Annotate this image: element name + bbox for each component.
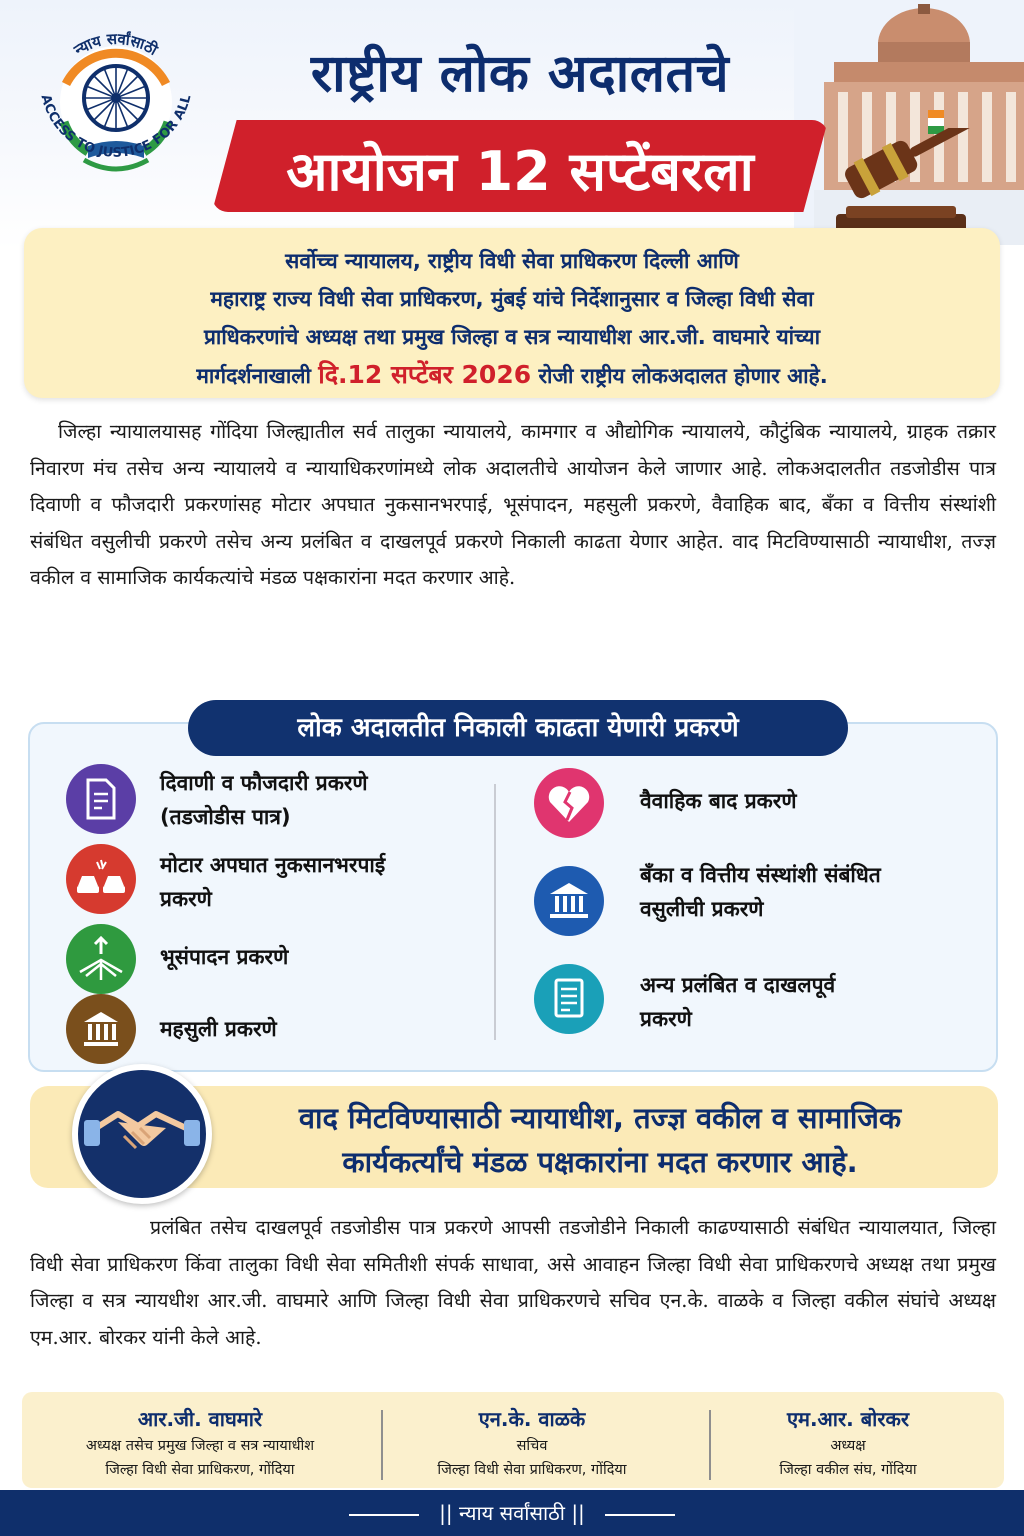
signatory-org: जिल्हा विधी सेवा प्राधिकरण, गोंदिया xyxy=(105,1462,295,1478)
footer-motto: || न्याय सर्वांसाठी || xyxy=(439,1501,585,1525)
cases-heading: लोक अदालतीत निकाली काढता येणारी प्रकरणे xyxy=(188,700,848,756)
event-date: दि.12 सप्टेंबर 2026 xyxy=(318,360,532,389)
case-item-civil-criminal xyxy=(66,764,486,844)
case-item-motor-accident xyxy=(66,844,486,924)
signatory-1 xyxy=(36,1404,364,1482)
case-label-sub: प्रकरणे xyxy=(160,887,212,911)
gavel-icon xyxy=(826,128,986,238)
footer-rule-right xyxy=(605,1514,675,1516)
intro-box xyxy=(24,228,1000,398)
signatory-org: जिल्हा वकील संघ, गोंदिया xyxy=(779,1462,917,1478)
support-banner-line-1: वाद मिटविण्यासाठी न्यायाधीश, तज्ज्ञ वकील व सामाजिक xyxy=(298,1101,902,1135)
bank-icon xyxy=(534,866,604,936)
case-label-sub: वसुलीची प्रकरणे xyxy=(640,897,764,921)
signatory-name: आर.जी. वाघमारे xyxy=(137,1407,263,1431)
handshake-icon xyxy=(72,1064,212,1204)
case-item-revenue xyxy=(66,994,486,1074)
footer-rule-left xyxy=(349,1514,419,1516)
form-icon xyxy=(534,964,604,1034)
case-label-sub: (तडजोडीस पात्र) xyxy=(160,805,291,829)
broken-heart-icon xyxy=(534,768,604,838)
intro-line-4 xyxy=(48,356,976,395)
appeal-paragraph: प्रलंबित तसेच दाखलपूर्व तडजोडीस पात्र प्रकरणे आपसी तडजोडीने निकाली काढण्यासाठी संबंधित न्यायालयात, जिल्हा विधी सेवा प्राधिकरण किंवा तालुका विधी सेवा समितीशी संपर्क साधावा, असे आवाहन जिल्हा विधी सेवा प्राधिकरणचे अध्यक्ष तथा प्रमुख जिल्हा व सत्र न्यायधीश आर.जी. वाघमारे आणि जिल्हा विधी सेवा प्राधिकरणचे सचिव एन.के. वाळके व जिल्हा वकील संघांचे अध्यक्ष एम.आर. बोरकर यांनी केले आहे. xyxy=(30,1216,996,1349)
description-paragraph: जिल्हा न्यायालयासह गोंदिया जिल्ह्यातील सर्व तालुका न्यायालये, कामगार व औद्योगिक न्यायालये, कौटुंबिक न्यायालये, ग्राहक तक्रार निवारण मंच तसेच अन्य न्यायालये व न्यायाधिकरणांमध्ये लोक अदालतीचे आयोजन केले जाणार आहे. लोकअदालतीत तडजोडीस पात्र दिवाणी व फौजदारी प्रकरणांसह मोटार अपघात नुकसानभरपाई, भूसंपादन, महसुली प्रकरणे, वैवाहिक बाद, बँका व वित्तीय संस्थांशी संबंधित वसुलीची प्रकरणे तसेच अन्य प्रलंबित व दाखलपूर्व प्रकरणे निकाली काढता येणार आहेत. वाद मिटविण्यासाठी न्यायाधीश, तज्ज्ञ वकील व सामाजिक कार्यकत्यांचे मंडळ पक्षकारांना मदत करणार आहे. xyxy=(30,420,996,589)
case-label-sub: प्रकरणे xyxy=(640,1007,692,1031)
case-item-matrimonial xyxy=(534,768,974,848)
signatory-3 xyxy=(684,1404,1012,1482)
case-label: दिवाणी व फौजदारी प्रकरणे xyxy=(160,771,368,795)
case-label: महसुली प्रकरणे xyxy=(160,1017,277,1041)
land-icon xyxy=(66,924,136,994)
signatory-name: एन.के. वाळके xyxy=(478,1407,586,1431)
case-label: वैवाहिक बाद प्रकरणे xyxy=(640,789,797,813)
case-label: मोटार अपघात नुकसानभरपाई xyxy=(160,853,386,877)
intro-line-4-pre: मार्गदर्शनाखाली xyxy=(196,364,311,388)
signatory-role: अध्यक्ष xyxy=(830,1438,866,1454)
case-label: अन्य प्रलंबित व दाखलपूर्व xyxy=(640,973,836,997)
signatory-name: एम.आर. बोरकर xyxy=(786,1407,910,1431)
intro-line-3: प्राधिकरणांचे अध्यक्ष तथा प्रमुख जिल्हा व सत्र न्यायाधीश आर.जी. वाघमारे यांच्या xyxy=(203,325,821,349)
document-icon xyxy=(66,764,136,834)
case-item-bank-recovery xyxy=(534,863,974,946)
signatory-role: अध्यक्ष तसेच प्रमुख जिल्हा व सत्र न्यायाधीश xyxy=(85,1438,315,1454)
case-label: भूसंपादन प्रकरणे xyxy=(160,945,289,969)
cases-divider xyxy=(494,784,496,1040)
intro-line-2: महाराष्ट्र राज्य विधी सेवा प्राधिकरण, मुंबई यांचे निर्देशानुसार व जिल्हा विधी सेवा xyxy=(210,287,814,311)
intro-line-4-post: रोजी राष्ट्रीय लोकअदालत होणार आहे. xyxy=(538,364,828,388)
case-item-land-acquisition xyxy=(66,924,486,1004)
revenue-building-icon xyxy=(66,994,136,1064)
case-item-other-pending xyxy=(534,964,974,1044)
intro-line-1: सर्वोच्च न्यायालय, राष्ट्रीय विधी सेवा प्राधिकरण दिल्ली आणि xyxy=(285,249,739,273)
signatory-role: सचिव xyxy=(516,1438,548,1454)
car-accident-icon xyxy=(66,844,136,914)
page-title: राष्ट्रीय लोक अदालतचे xyxy=(310,44,730,104)
footer-bar xyxy=(0,1490,1024,1536)
logo-text-bottom: ACCESS TO JUSTICE FOR ALL xyxy=(37,93,195,161)
signatory-2 xyxy=(368,1404,696,1482)
nalsa-logo xyxy=(28,18,204,194)
logo-text-top: न्याय सर्वांसाठी xyxy=(70,29,161,60)
support-banner-line-2: कार्यकर्त्यांचे मंडळ पक्षकारांना मदत करणार आहे. xyxy=(342,1145,858,1179)
support-banner-text xyxy=(230,1096,970,1184)
case-label: बँका व वित्तीय संस्थांशी संबंधित xyxy=(640,863,881,887)
signatory-org: जिल्हा विधी सेवा प्राधिकरण, गोंदिया xyxy=(437,1462,627,1478)
page-subtitle: आयोजन 12 सप्टेंबरला xyxy=(286,140,754,203)
